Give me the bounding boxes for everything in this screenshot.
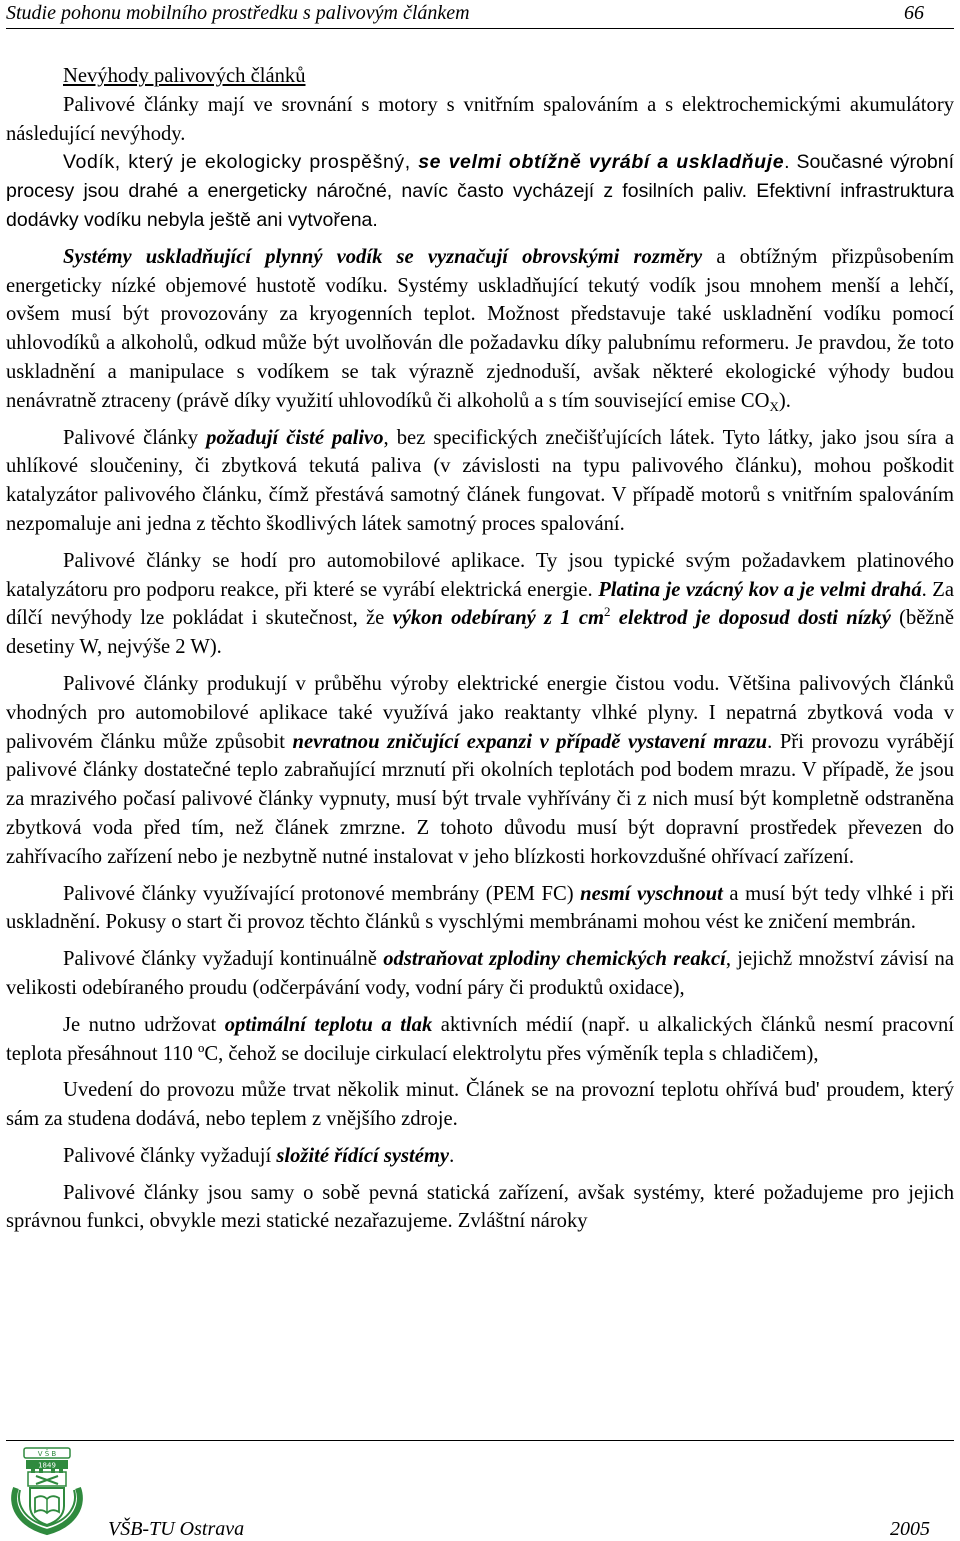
paragraph-pure-fuel bbox=[6, 424, 954, 539]
university-seal-icon bbox=[6, 1446, 88, 1536]
text-run: a musí být tedy vlhké i při uskladnění. Pokusy o start či provoz těchto článků s vyschlými membránami mohou vést ke zničení membrán. bbox=[6, 882, 955, 934]
paragraph-water-freezing bbox=[6, 670, 954, 872]
text-run: aktivních médií (např. u alkalických článků nesmí pracovní teplota přesáhnout 110 ºC, čehož se dociluje cirkulací elektrolytu přes výměník tepla s chladičem), bbox=[6, 1013, 954, 1065]
footer-divider bbox=[6, 1440, 954, 1441]
emphasis-text: nesmí vyschnout bbox=[580, 882, 723, 905]
svg-text:1849: 1849 bbox=[38, 1461, 56, 1470]
emphasis-text: Platina je vzácný kov a je velmi drahá bbox=[598, 578, 922, 601]
text-run: ). bbox=[778, 389, 791, 412]
emphasis-text: se velmi obtížně vyrábí a uskladňuje bbox=[418, 151, 785, 174]
text-run: Systémy uskladňující tekutý vodík jsou mnohem menší a lehčí, ovšem musí být provozovány za kryogenních teplot. bbox=[6, 274, 954, 326]
emphasis-text: požadují čisté palivo bbox=[206, 426, 384, 449]
intro-paragraph bbox=[6, 91, 954, 149]
section-heading: Nevýhody palivových článků bbox=[63, 65, 306, 87]
text-run: Je nutno udržovat bbox=[63, 1013, 225, 1036]
footer-institution: VŠB-TU Ostrava bbox=[108, 1518, 245, 1540]
paragraph-hydrogen-storage bbox=[6, 243, 954, 416]
intro-text: Palivové články mají ve srovnání s motory s vnitřním spalováním a s elektrochemickými akumulátory následující nevýhody. bbox=[6, 93, 954, 145]
emphasis-text: optimální teplotu a tlak bbox=[224, 1013, 433, 1036]
paragraph-platinum bbox=[6, 547, 954, 662]
text-run: Palivové články jsou samy o sobě pevná statická zařízení, avšak systémy, které požadujeme pro jejich správnou funkci, obvykle mezi statické nezařazujeme. Zvláštní nároky bbox=[6, 1181, 954, 1233]
text-run: Palivové články se hodí pro automobilové aplikace. Ty jsou typické svým požadavkem platinového katalyzátoru pro podporu reakce, při které se vyrábí elektrická energie. bbox=[6, 549, 954, 601]
text-run: . Při provozu vyrábějí palivové články dostatečné teplo zabraňující mrznutí při okolních teplotách pod bodem mrazu. V případě, že jsou za mrazivého počasí palivové články vypnuty, musí být trvale vyhřívány či z nich musí být kompletně odstraněna zbytková voda před tím, než článek zmrzne. Z tohoto důvodu musí být dopravní prostředek převezen do zahřívacího zařízení nebo je nezbytně nutné instalovat v jeho blízkosti horkovzdušné ohřívací zařízení. bbox=[6, 730, 954, 868]
subscript: X bbox=[769, 398, 779, 414]
emphasis-text: složité řídící systémy bbox=[276, 1144, 450, 1167]
text-run: Možnost představuje také uskladnění vodíku pomocí uhlovodíků a alkoholů, odkud může být uvolňován dle požadavku díky palubnímu reformeru. Je pravdou, že toto uskladnění a manipulace s vodíkem se tak výrazně zjednoduší, avšak některé ekologické výhody budou nenávratně ztraceny (právě díky využití uhlovodíků či alkoholů a s tím související emise CO bbox=[6, 303, 954, 412]
page-number: 66 bbox=[904, 2, 924, 24]
text-run: , jejichž množství závisí na velikosti odebíraného proudu (odčerpávání vody, vodní páry či produktů oxidace), bbox=[6, 948, 954, 999]
text-run: Palivové články vyžadují bbox=[63, 1144, 277, 1167]
svg-text:V Š B: V Š B bbox=[37, 1450, 57, 1458]
text-run: (běžně desetiny W, nejvýše 2 W). bbox=[6, 607, 954, 659]
text-run: . bbox=[449, 1144, 455, 1167]
paragraph-startup bbox=[6, 1076, 954, 1134]
footer-year: 2005 bbox=[890, 1518, 930, 1540]
text-run: a obtížným přizpůsobením energeticky nízké objemové hustotě vodíku. bbox=[6, 245, 954, 297]
text-run: Palivové články využívající protonové membrány (PEM FC) bbox=[63, 882, 581, 905]
paragraph-static-devices bbox=[6, 1179, 954, 1237]
emphasis-text: výkon odebíraný z 1 cm bbox=[392, 607, 605, 630]
emphasis-text: odstraňovat zplodiny chemických reakcí bbox=[383, 948, 726, 971]
text-run: Vodík, který je ekologicky prospěšný, bbox=[63, 151, 419, 174]
text-run: , bez specifických znečišťujících látek. Tyto látky, jako jsou síra a uhlíkové sloučeniny, či zbytková tekutá paliva (v závislosti na typu palivového článku), mohou poškodit katalyzátor palivového článku, čímž přestává samotný článek fungovat. V případě motorů s vnitřním spalováním nezpomaluje ani jedna z těchto škodlivých látek samotný proces spalování. bbox=[6, 426, 954, 535]
paragraph-pem-membranes bbox=[6, 880, 954, 938]
emphasis-text: elektrod je doposud dosti nízký bbox=[610, 607, 891, 630]
paragraph-control-systems bbox=[6, 1142, 954, 1171]
text-run: Palivové články bbox=[63, 426, 207, 449]
emphasis-text: Systémy uskladňující plynný vodík se vyznačují obrovskými rozměry bbox=[63, 245, 703, 268]
text-run: . Za dílčí nevýhody lze pokládat i skutečnost, že bbox=[6, 578, 955, 630]
paragraph-reaction-products bbox=[6, 945, 954, 1003]
paragraph-hydrogen-production bbox=[6, 148, 954, 234]
paragraph-temperature-pressure bbox=[6, 1011, 954, 1069]
text-run: . Současné výrobní procesy jsou drahé a energeticky náročné, navíc často vycházejí z fosilních paliv. Efektivní infrastruktura dodávky vodíku nebyla ještě ani vytvořena. bbox=[6, 151, 954, 231]
superscript: 2 bbox=[604, 604, 611, 620]
page-header bbox=[6, 0, 954, 29]
document-body bbox=[6, 62, 954, 1244]
header-title: Studie pohonu mobilního prostředku s palivovým článkem bbox=[6, 2, 470, 24]
university-seal-graphic bbox=[6, 1446, 88, 1536]
text-run: Palivové články vyžadují kontinuálně bbox=[63, 948, 384, 971]
emphasis-text: nevratnou zničující expanzi v případě vystavení mrazu bbox=[292, 730, 768, 753]
text-run: Uvedení do provozu může trvat několik minut. Článek se na provozní teplotu ohřívá bud' proudem, který sám za studena dodává, nebo teplem z vnějšího zdroje. bbox=[6, 1079, 954, 1131]
text-run: Palivové články produkují v průběhu výroby elektrické energie čistou vodu. Většina palivových článků vhodných pro automobilové aplikace také využívá jako reaktanty vlhké plyny. I nepatrná zbytková voda v palivovém článku může způsobit bbox=[6, 672, 954, 753]
